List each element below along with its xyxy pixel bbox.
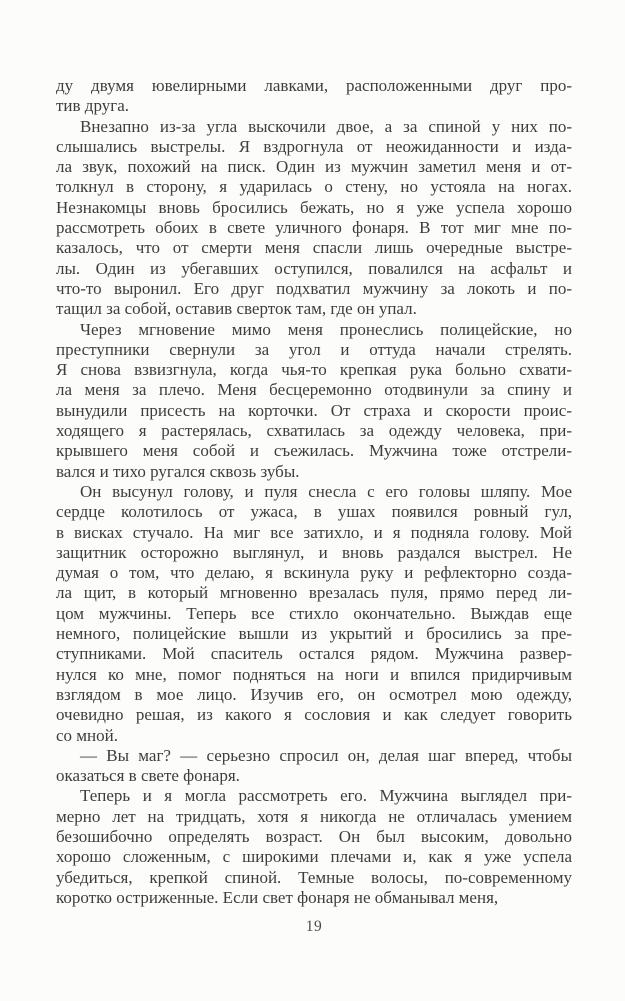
paragraph [56, 746, 572, 787]
text-line: слышались выстрелы. Я вздрогнула от неожиданности и изда- [56, 136, 572, 156]
text-line: коротко остриженные. Если свет фонаря не обманывал меня, [56, 887, 499, 907]
paragraph [56, 117, 572, 320]
text-line: вался и тихо ругался сквозь зубы. [56, 461, 300, 481]
text-line: цом мужчины. Теперь все стихло окончательно. Выждав еще [56, 603, 572, 623]
text-line: безошибочно определять возраст. Он был высоким, довольно [56, 826, 572, 846]
text-line: что-то выронил. Его друг подхватил мужчину за локоть и по- [56, 278, 572, 298]
text-line: ступниками. Мой спаситель остался рядом. Мужчина развер- [56, 644, 572, 664]
text-line: в висках стучало. На миг все затихло, и я подняла голову. Мой [56, 522, 572, 542]
text-line: хорошо сложенным, с широкими плечами и, как я уже успела [56, 847, 572, 867]
paragraph [56, 76, 572, 117]
text-line: лы. Один из убегавших оступился, повалился на асфальт и [56, 258, 572, 278]
text-line: Через мгновение мимо меня пронеслись полицейские, но [80, 319, 572, 339]
paragraph [56, 786, 572, 908]
text-line: Я снова взвизгнула, когда чья-то крепкая рука больно схвати- [56, 360, 572, 380]
text-line: рассмотреть обоих в свете уличного фонаря. В тот миг мне по- [56, 218, 572, 238]
text-line: ла щит, в который мгновенно врезалась пуля, прямо перед ли- [56, 583, 572, 603]
text-line: очевидно решая, из какого я сословия и как следует говорить [56, 705, 572, 725]
text-line: тащил за собой, оставив сверток там, где он упал. [56, 299, 417, 319]
text-line: немного, полицейские вышли из укрытий и бросились за пре- [56, 624, 572, 644]
text-line: нулся ко мне, помог подняться на ноги и впился придирчивым [56, 664, 572, 684]
text-line: толкнул в сторону, я ударилась о стену, но устояла на ногах. [56, 177, 572, 197]
text-line: оказаться в свете фонаря. [56, 766, 240, 786]
text-line: ла меня за плечо. Меня бесцеремонно отодвинули за спину и [56, 380, 572, 400]
text-line: — Вы маг? — серьезно спросил он, делая шаг вперед, чтобы [80, 745, 572, 765]
text-line: крывшего меня собой и съежилась. Мужчина тоже отстрели- [56, 441, 572, 461]
page-text [56, 76, 572, 908]
text-line: Внезапно из-за угла выскочили двое, а за спиной у них по- [80, 116, 572, 136]
text-line: Теперь и я могла рассмотреть его. Мужчина выглядел при- [80, 786, 572, 806]
paragraph [56, 482, 572, 746]
paragraph [56, 320, 572, 482]
text-line: убедиться, крепкой спиной. Темные волосы, по-современному [56, 867, 572, 887]
text-line: ходящего я растерялась, схватилась за одежду человека, при- [56, 421, 572, 441]
text-line: вынудили присесть на корточки. От страха и скорости проис- [56, 400, 572, 420]
text-line: казалось, что от смерти меня спасли лишь очередные выстре- [56, 238, 572, 258]
text-line: думая о том, что делаю, я вскинула руку и рефлекторно созда- [56, 563, 572, 583]
text-line: взглядом в мое лицо. Изучив его, он осмотрел мою одежду, [56, 684, 572, 704]
text-line: со мной. [56, 725, 118, 745]
text-line: мерно лет на тридцать, хотя я никогда не отличалась умением [56, 806, 572, 826]
text-line: ла звук, похожий на писк. Один из мужчин заметил меня и от- [56, 157, 572, 177]
text-line: преступники свернули за угол и оттуда начали стрелять. [56, 339, 572, 359]
text-line: Он высунул голову, и пуля снесла с его головы шляпу. Мое [80, 481, 572, 501]
text-line: ду двумя ювелирными лавками, расположенными друг про- [56, 76, 572, 95]
text-line: защитник осторожно выглянул, и вновь раздался выстрел. Не [56, 542, 572, 562]
text-line: тив друга. [56, 96, 129, 116]
text-line: сердце колотилось от ужаса, в ушах появился ровный гул, [56, 502, 572, 522]
page-number: 19 [305, 918, 323, 935]
text-line: Незнакомцы вновь бросились бежать, но я уже успела хорошо [56, 197, 572, 217]
